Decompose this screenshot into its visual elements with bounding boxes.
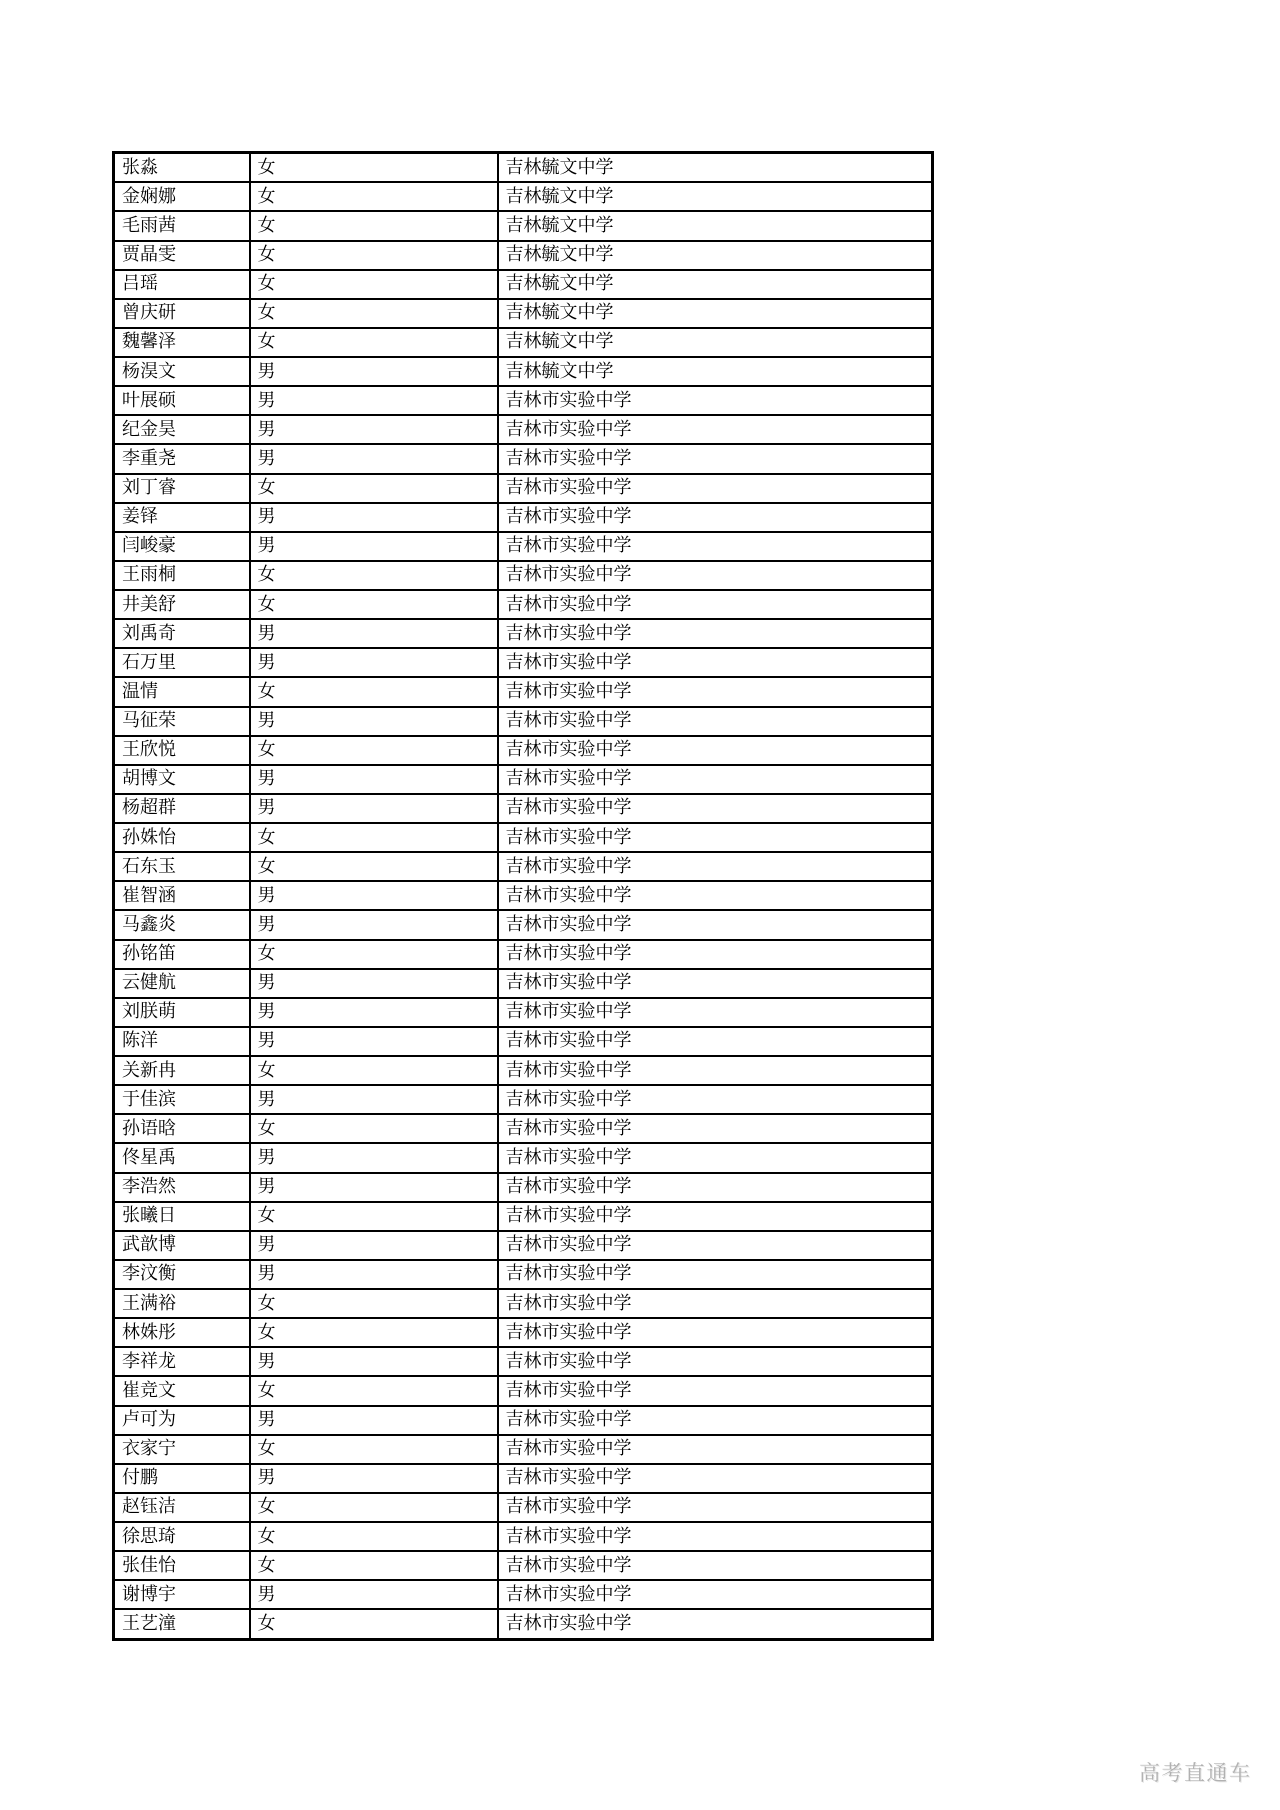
student-name-cell: 杨超群	[114, 794, 250, 823]
student-gender-cell: 女	[250, 823, 498, 852]
student-school-cell: 吉林市实验中学	[498, 1580, 933, 1609]
student-name-cell: 付鹏	[114, 1464, 250, 1493]
student-name-cell: 姜铎	[114, 503, 250, 532]
table-row	[114, 503, 933, 532]
table-row	[114, 736, 933, 765]
table-row	[114, 1173, 933, 1202]
table-row	[114, 1580, 933, 1609]
student-name-cell: 李浩然	[114, 1173, 250, 1202]
student-school-cell: 吉林市实验中学	[498, 881, 933, 910]
student-gender-cell: 女	[250, 182, 498, 211]
table-row	[114, 794, 933, 823]
student-school-cell: 吉林毓文中学	[498, 328, 933, 357]
student-gender-cell: 女	[250, 1289, 498, 1318]
table-row	[114, 182, 933, 211]
student-name-cell: 于佳滨	[114, 1085, 250, 1114]
student-gender-cell: 女	[250, 1114, 498, 1143]
student-school-cell: 吉林毓文中学	[498, 357, 933, 386]
student-gender-cell: 男	[250, 1347, 498, 1376]
student-name-cell: 张淼	[114, 153, 250, 183]
student-name-cell: 贾晶雯	[114, 241, 250, 270]
table-row	[114, 561, 933, 590]
student-school-cell: 吉林毓文中学	[498, 153, 933, 183]
student-school-cell: 吉林市实验中学	[498, 1260, 933, 1289]
student-table-body	[114, 153, 933, 1640]
student-school-cell: 吉林毓文中学	[498, 299, 933, 328]
student-gender-cell: 女	[250, 561, 498, 590]
student-school-cell: 吉林市实验中学	[498, 1406, 933, 1435]
student-name-cell: 赵钰洁	[114, 1493, 250, 1522]
student-name-cell: 马征荣	[114, 707, 250, 736]
table-row	[114, 357, 933, 386]
student-school-cell: 吉林市实验中学	[498, 386, 933, 415]
student-name-cell: 武歆博	[114, 1231, 250, 1260]
table-row	[114, 1056, 933, 1085]
student-gender-cell: 男	[250, 881, 498, 910]
student-name-cell: 王雨桐	[114, 561, 250, 590]
student-school-cell: 吉林市实验中学	[498, 1173, 933, 1202]
student-name-cell: 李汶衡	[114, 1260, 250, 1289]
student-name-cell: 王欣悦	[114, 736, 250, 765]
table-row	[114, 852, 933, 881]
student-name-cell: 佟星禹	[114, 1143, 250, 1172]
table-row	[114, 532, 933, 561]
student-name-cell: 刘朕萌	[114, 998, 250, 1027]
student-gender-cell: 女	[250, 677, 498, 706]
student-school-cell: 吉林市实验中学	[498, 590, 933, 619]
table-row	[114, 969, 933, 998]
student-name-cell: 胡博文	[114, 765, 250, 794]
student-name-cell: 马鑫炎	[114, 910, 250, 939]
table-row	[114, 707, 933, 736]
table-row	[114, 1493, 933, 1522]
student-school-cell: 吉林市实验中学	[498, 1231, 933, 1260]
student-school-cell: 吉林毓文中学	[498, 211, 933, 240]
student-name-cell: 王满裕	[114, 1289, 250, 1318]
student-gender-cell: 男	[250, 357, 498, 386]
table-row	[114, 619, 933, 648]
student-gender-cell: 男	[250, 1143, 498, 1172]
student-gender-cell: 男	[250, 910, 498, 939]
table-row	[114, 940, 933, 969]
student-gender-cell: 男	[250, 1027, 498, 1056]
student-name-cell: 李祥龙	[114, 1347, 250, 1376]
student-gender-cell: 女	[250, 736, 498, 765]
student-name-cell: 井美舒	[114, 590, 250, 619]
student-school-cell: 吉林市实验中学	[498, 969, 933, 998]
table-row	[114, 444, 933, 473]
student-name-cell: 张曦日	[114, 1202, 250, 1231]
table-row	[114, 1609, 933, 1639]
student-gender-cell: 男	[250, 1406, 498, 1435]
student-gender-cell: 女	[250, 590, 498, 619]
student-gender-cell: 男	[250, 1260, 498, 1289]
student-table	[112, 151, 934, 1641]
student-school-cell: 吉林市实验中学	[498, 1289, 933, 1318]
student-name-cell: 孙语晗	[114, 1114, 250, 1143]
table-row	[114, 1551, 933, 1580]
student-gender-cell: 男	[250, 415, 498, 444]
student-name-cell: 张佳怡	[114, 1551, 250, 1580]
student-gender-cell: 女	[250, 1202, 498, 1231]
student-school-cell: 吉林市实验中学	[498, 619, 933, 648]
student-name-cell: 石东玉	[114, 852, 250, 881]
student-name-cell: 闫峻豪	[114, 532, 250, 561]
student-school-cell: 吉林市实验中学	[498, 1376, 933, 1405]
student-school-cell: 吉林市实验中学	[498, 852, 933, 881]
student-school-cell: 吉林市实验中学	[498, 707, 933, 736]
student-gender-cell: 女	[250, 1376, 498, 1405]
student-school-cell: 吉林毓文中学	[498, 241, 933, 270]
student-school-cell: 吉林毓文中学	[498, 182, 933, 211]
student-gender-cell: 女	[250, 1318, 498, 1347]
student-name-cell: 王艺潼	[114, 1609, 250, 1639]
student-school-cell: 吉林市实验中学	[498, 444, 933, 473]
student-name-cell: 孙铭笛	[114, 940, 250, 969]
table-row	[114, 1289, 933, 1318]
table-row	[114, 415, 933, 444]
table-row	[114, 1464, 933, 1493]
table-row	[114, 881, 933, 910]
student-school-cell: 吉林市实验中学	[498, 736, 933, 765]
student-gender-cell: 男	[250, 794, 498, 823]
student-school-cell: 吉林市实验中学	[498, 910, 933, 939]
student-gender-cell: 男	[250, 969, 498, 998]
student-school-cell: 吉林市实验中学	[498, 940, 933, 969]
student-gender-cell: 女	[250, 1493, 498, 1522]
student-name-cell: 云健航	[114, 969, 250, 998]
table-row	[114, 823, 933, 852]
table-row	[114, 1231, 933, 1260]
student-gender-cell: 女	[250, 1551, 498, 1580]
student-gender-cell: 女	[250, 940, 498, 969]
table-row	[114, 648, 933, 677]
table-row	[114, 1406, 933, 1435]
student-gender-cell: 男	[250, 998, 498, 1027]
student-school-cell: 吉林市实验中学	[498, 1027, 933, 1056]
student-name-cell: 陈洋	[114, 1027, 250, 1056]
student-gender-cell: 女	[250, 1522, 498, 1551]
student-gender-cell: 男	[250, 1464, 498, 1493]
student-gender-cell: 男	[250, 765, 498, 794]
table-row	[114, 1143, 933, 1172]
student-name-cell: 崔竞文	[114, 1376, 250, 1405]
student-gender-cell: 女	[250, 241, 498, 270]
student-school-cell: 吉林市实验中学	[498, 794, 933, 823]
table-row	[114, 1435, 933, 1464]
student-gender-cell: 男	[250, 444, 498, 473]
student-gender-cell: 女	[250, 1435, 498, 1464]
student-school-cell: 吉林市实验中学	[498, 823, 933, 852]
student-gender-cell: 男	[250, 648, 498, 677]
student-gender-cell: 女	[250, 1609, 498, 1639]
student-school-cell: 吉林市实验中学	[498, 1085, 933, 1114]
table-row	[114, 590, 933, 619]
table-row	[114, 241, 933, 270]
student-school-cell: 吉林市实验中学	[498, 474, 933, 503]
student-school-cell: 吉林市实验中学	[498, 1114, 933, 1143]
table-row	[114, 474, 933, 503]
student-school-cell: 吉林市实验中学	[498, 415, 933, 444]
student-name-cell: 衣家宁	[114, 1435, 250, 1464]
student-name-cell: 崔智涵	[114, 881, 250, 910]
student-gender-cell: 女	[250, 211, 498, 240]
student-gender-cell: 女	[250, 852, 498, 881]
student-school-cell: 吉林市实验中学	[498, 765, 933, 794]
student-name-cell: 林姝彤	[114, 1318, 250, 1347]
student-gender-cell: 女	[250, 153, 498, 183]
student-name-cell: 徐思琦	[114, 1522, 250, 1551]
student-school-cell: 吉林市实验中学	[498, 1609, 933, 1639]
table-row	[114, 1260, 933, 1289]
student-gender-cell: 男	[250, 1231, 498, 1260]
student-name-cell: 杨淏文	[114, 357, 250, 386]
student-gender-cell: 女	[250, 1056, 498, 1085]
table-row	[114, 1522, 933, 1551]
student-school-cell: 吉林市实验中学	[498, 1551, 933, 1580]
student-name-cell: 李重尧	[114, 444, 250, 473]
student-school-cell: 吉林市实验中学	[498, 1347, 933, 1376]
student-gender-cell: 男	[250, 503, 498, 532]
student-gender-cell: 男	[250, 386, 498, 415]
table-row	[114, 1347, 933, 1376]
student-name-cell: 谢博宇	[114, 1580, 250, 1609]
table-row	[114, 211, 933, 240]
student-gender-cell: 女	[250, 299, 498, 328]
student-name-cell: 魏馨泽	[114, 328, 250, 357]
student-school-cell: 吉林市实验中学	[498, 648, 933, 677]
student-school-cell: 吉林市实验中学	[498, 532, 933, 561]
student-name-cell: 金娴娜	[114, 182, 250, 211]
student-school-cell: 吉林市实验中学	[498, 1493, 933, 1522]
student-name-cell: 吕瑶	[114, 270, 250, 299]
table-row	[114, 386, 933, 415]
student-school-cell: 吉林市实验中学	[498, 1435, 933, 1464]
table-row	[114, 765, 933, 794]
student-gender-cell: 男	[250, 1580, 498, 1609]
student-school-cell: 吉林市实验中学	[498, 1318, 933, 1347]
student-school-cell: 吉林市实验中学	[498, 1143, 933, 1172]
student-gender-cell: 女	[250, 474, 498, 503]
student-gender-cell: 女	[250, 270, 498, 299]
table-row	[114, 998, 933, 1027]
student-gender-cell: 女	[250, 328, 498, 357]
student-school-cell: 吉林市实验中学	[498, 1464, 933, 1493]
student-gender-cell: 男	[250, 707, 498, 736]
student-school-cell: 吉林毓文中学	[498, 270, 933, 299]
table-row	[114, 1202, 933, 1231]
student-gender-cell: 男	[250, 1085, 498, 1114]
table-row	[114, 270, 933, 299]
student-name-cell: 叶展硕	[114, 386, 250, 415]
student-school-cell: 吉林市实验中学	[498, 677, 933, 706]
student-name-cell: 石万里	[114, 648, 250, 677]
student-gender-cell: 男	[250, 619, 498, 648]
student-name-cell: 关新冉	[114, 1056, 250, 1085]
table-row	[114, 1027, 933, 1056]
student-school-cell: 吉林市实验中学	[498, 1056, 933, 1085]
table-row	[114, 153, 933, 183]
student-school-cell: 吉林市实验中学	[498, 561, 933, 590]
watermark-gaokao-zhitongche: 高考直通车	[1139, 1762, 1252, 1785]
table-row	[114, 1318, 933, 1347]
table-row	[114, 1085, 933, 1114]
table-row	[114, 1114, 933, 1143]
student-name-cell: 刘丁睿	[114, 474, 250, 503]
student-name-cell: 刘禹奇	[114, 619, 250, 648]
student-school-cell: 吉林市实验中学	[498, 1202, 933, 1231]
student-gender-cell: 男	[250, 1173, 498, 1202]
student-name-cell: 卢可为	[114, 1406, 250, 1435]
student-name-cell: 毛雨茜	[114, 211, 250, 240]
student-gender-cell: 男	[250, 532, 498, 561]
student-name-cell: 孙姝怡	[114, 823, 250, 852]
student-school-cell: 吉林市实验中学	[498, 1522, 933, 1551]
table-row	[114, 328, 933, 357]
table-row	[114, 677, 933, 706]
table-row	[114, 910, 933, 939]
student-name-cell: 温情	[114, 677, 250, 706]
student-school-cell: 吉林市实验中学	[498, 998, 933, 1027]
student-school-cell: 吉林市实验中学	[498, 503, 933, 532]
student-name-cell: 纪金昊	[114, 415, 250, 444]
student-name-cell: 曾庆研	[114, 299, 250, 328]
table-row	[114, 1376, 933, 1405]
table-row	[114, 299, 933, 328]
